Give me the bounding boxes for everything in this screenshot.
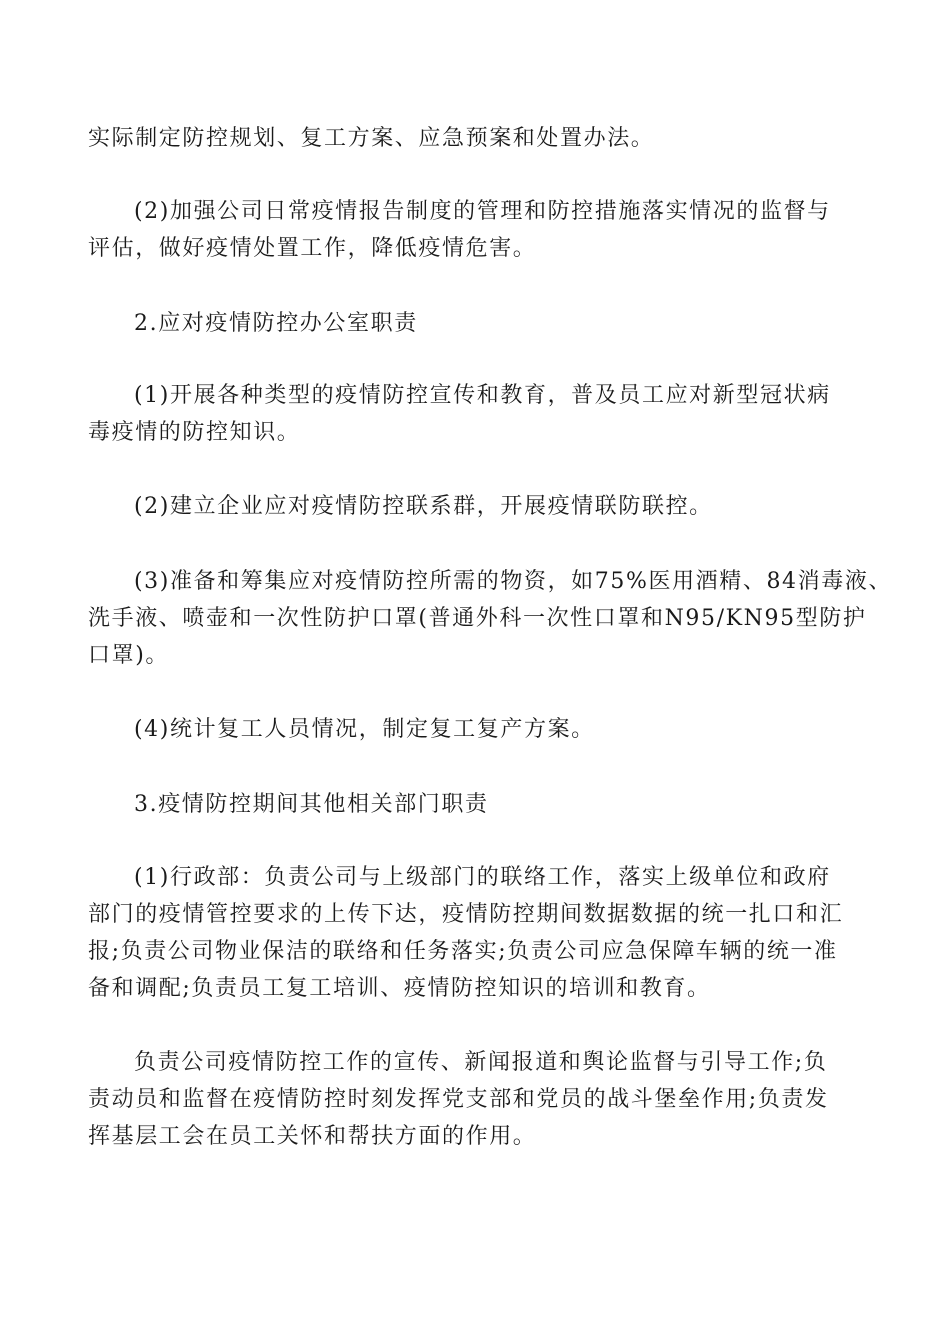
text-line: 挥基层工会在员工关怀和帮扶方面的作用。 <box>88 1124 537 1149</box>
text-line: 报;负责公司物业保洁的联络和任务落实;负责公司应急保障车辆的统一准 <box>88 939 838 964</box>
text-line: 负责公司疫情防控工作的宣传、新闻报道和舆论监督与引导工作;负 <box>134 1050 828 1075</box>
paragraph-publicity-duties <box>88 1044 868 1155</box>
section-heading-3 <box>88 786 868 823</box>
paragraph-continuation <box>88 120 868 157</box>
text-line: (1)开展各种类型的疫情防控宣传和教育，普及员工应对新型冠状病 <box>134 383 831 408</box>
text-line: 部门的疫情管控要求的上传下达，疫情防控期间数据数据的统一扎口和汇 <box>88 902 844 927</box>
paragraph-item-4 <box>88 711 868 748</box>
text-line: 责动员和监督在疫情防控时刻发挥党支部和党员的战斗堡垒作用;负责发 <box>88 1087 829 1112</box>
text-line: 实际制定防控规划、复工方案、应急预案和处置办法。 <box>88 126 655 151</box>
text-line: 3.疫情防控期间其他相关部门职责 <box>134 792 489 817</box>
text-line: (2)建立企业应对疫情防控联系群，开展疫情联防联控。 <box>134 494 713 519</box>
text-line: 洗手液、喷壶和一次性防护口罩(普通外科一次性口罩和N95/KN95型防护 <box>88 606 867 631</box>
text-line: 备和调配;负责员工复工培训、疫情防控知识的培训和教育。 <box>88 976 711 1001</box>
text-line: (3)准备和筹集应对疫情防控所需的物资，如75%医用酒精、84消毒液、 <box>134 569 893 594</box>
paragraph-item-2 <box>88 193 868 267</box>
text-line: 毒疫情的防控知识。 <box>88 420 301 445</box>
paragraph-item-2b <box>88 488 868 525</box>
text-line: (1)行政部：负责公司与上级部门的联络工作，落实上级单位和政府 <box>134 865 831 890</box>
text-line: 评估，做好疫情处置工作，降低疫情危害。 <box>88 236 537 261</box>
text-line: (4)统计复工人员情况，制定复工复产方案。 <box>134 717 595 742</box>
text-line: 2.应对疫情防控办公室职责 <box>134 311 418 336</box>
text-line: 口罩)。 <box>88 643 169 668</box>
paragraph-admin-duties <box>88 859 868 1007</box>
section-heading-2 <box>88 305 868 342</box>
paragraph-item-3 <box>88 563 893 674</box>
paragraph-item-1 <box>88 377 868 451</box>
text-line: (2)加强公司日常疫情报告制度的管理和防控措施落实情况的监督与 <box>134 199 831 224</box>
